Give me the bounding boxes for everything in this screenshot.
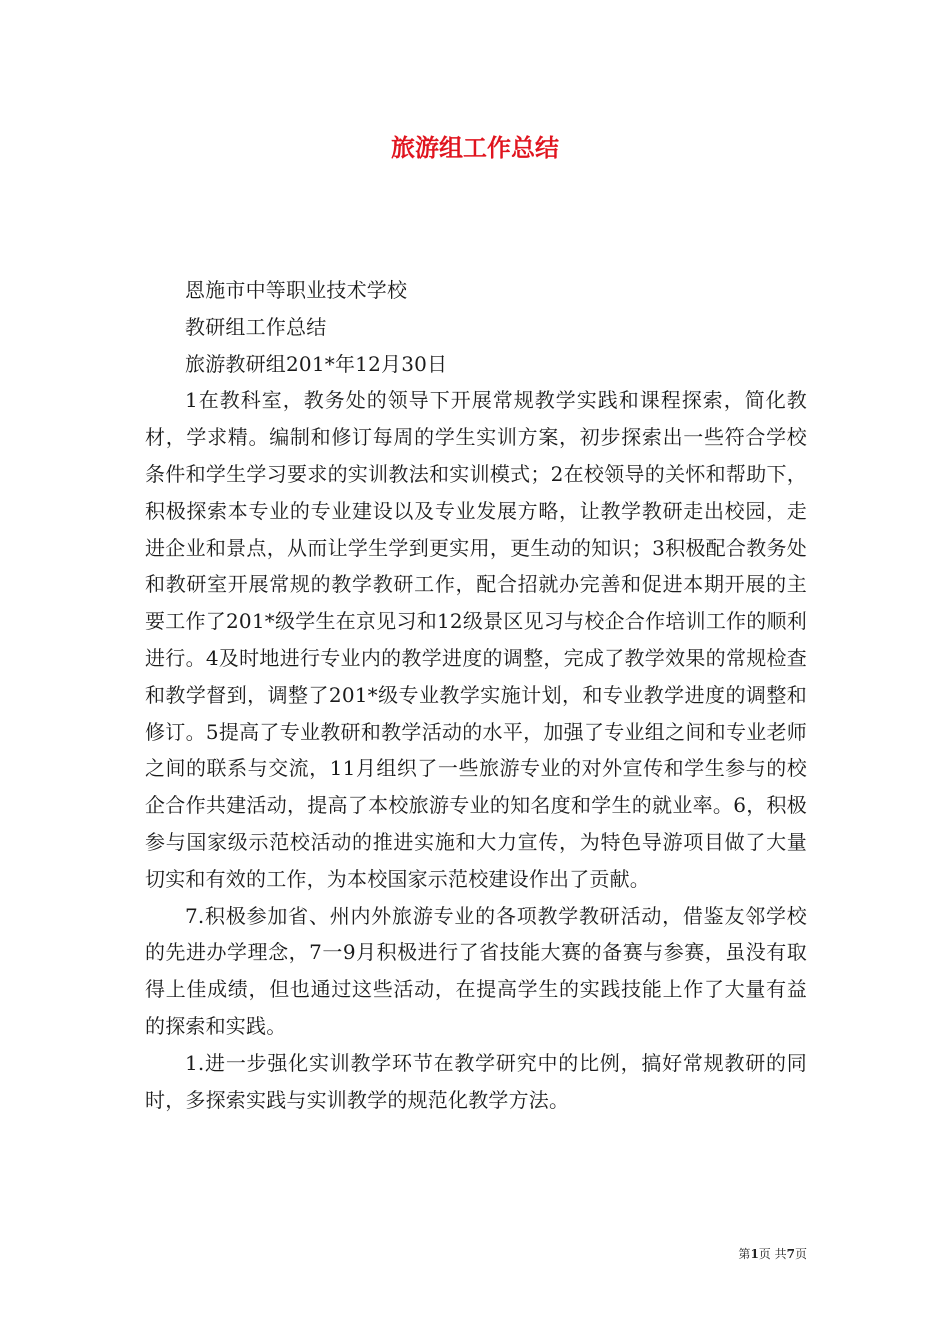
author-date-line: 旅游教研组201*年12月30日 [185,351,448,376]
body-paragraph: 1在教科室，教务处的领导下开展常规教学实践和课程探索，简化教材，学求精。编制和修订每周的学生实训方案，初步探索出一些符合学校条件和学生学习要求的实训教法和实训模式；2在校领导的关怀和帮助下，积极探索本专业的专业建设以及专业发展方略，让教学教研走出校园，走进企业和景点，从而让学生学到更实用，更生动的知识；3积极配合教务处和教研室开展常规的教学教研工作，配合招就办完善和促进本期开展的主要工作了201*级学生在京见习和12级景区见习与校企合作培训工作的顺利进行。4及时地进行专业内的教学进度的调整，完成了教学效果的常规检查和教学督到，调整了201*级专业教学实施计划，和专业教学进度的调整和修订。5提高了专业教研和教学活动的水平，加强了专业组之间和专业老师之间的联系与交流，11月组织了一些旅游专业的对外宣传和学生参与的校企合作共建活动，提高了本校旅游专业的知名度和学生的就业率。6，积极参与国家级示范校活动的推进实施和大力宣传，为特色导游项目做了大量切实和有效的工作，为本校国家示范校建设作出了贡献。 [145,388,807,891]
footer-total-pages: 7 [786,1247,795,1261]
footer-current-page: 1 [750,1247,759,1261]
report-subtitle-line: 教研组工作总结 [185,314,327,339]
document-body [145,272,807,1118]
footer-suffix: 页 [794,1247,807,1261]
body-paragraph: 1.进一步强化实训教学环节在教学研究中的比例，搞好常规教研的同时，多探索实践与实训教学的规范化教学方法。 [145,1050,807,1112]
page-footer [0,1245,807,1263]
footer-middle: 页 共 [758,1247,787,1261]
body-paragraph: 7.积极参加省、州内外旅游专业的各项教学教研活动，借鉴友邻学校的先进办学理念，7一9月积极进行了省技能大赛的备赛与参赛，虽没有取得上佳成绩，但也通过这些活动，在提高学生的实践技能上作了大量有益的探索和实践。 [145,903,807,1038]
document-title: 旅游组工作总结 [391,133,559,162]
footer-prefix: 第 [738,1247,751,1261]
school-name-line: 恩施市中等职业技术学校 [185,278,408,302]
